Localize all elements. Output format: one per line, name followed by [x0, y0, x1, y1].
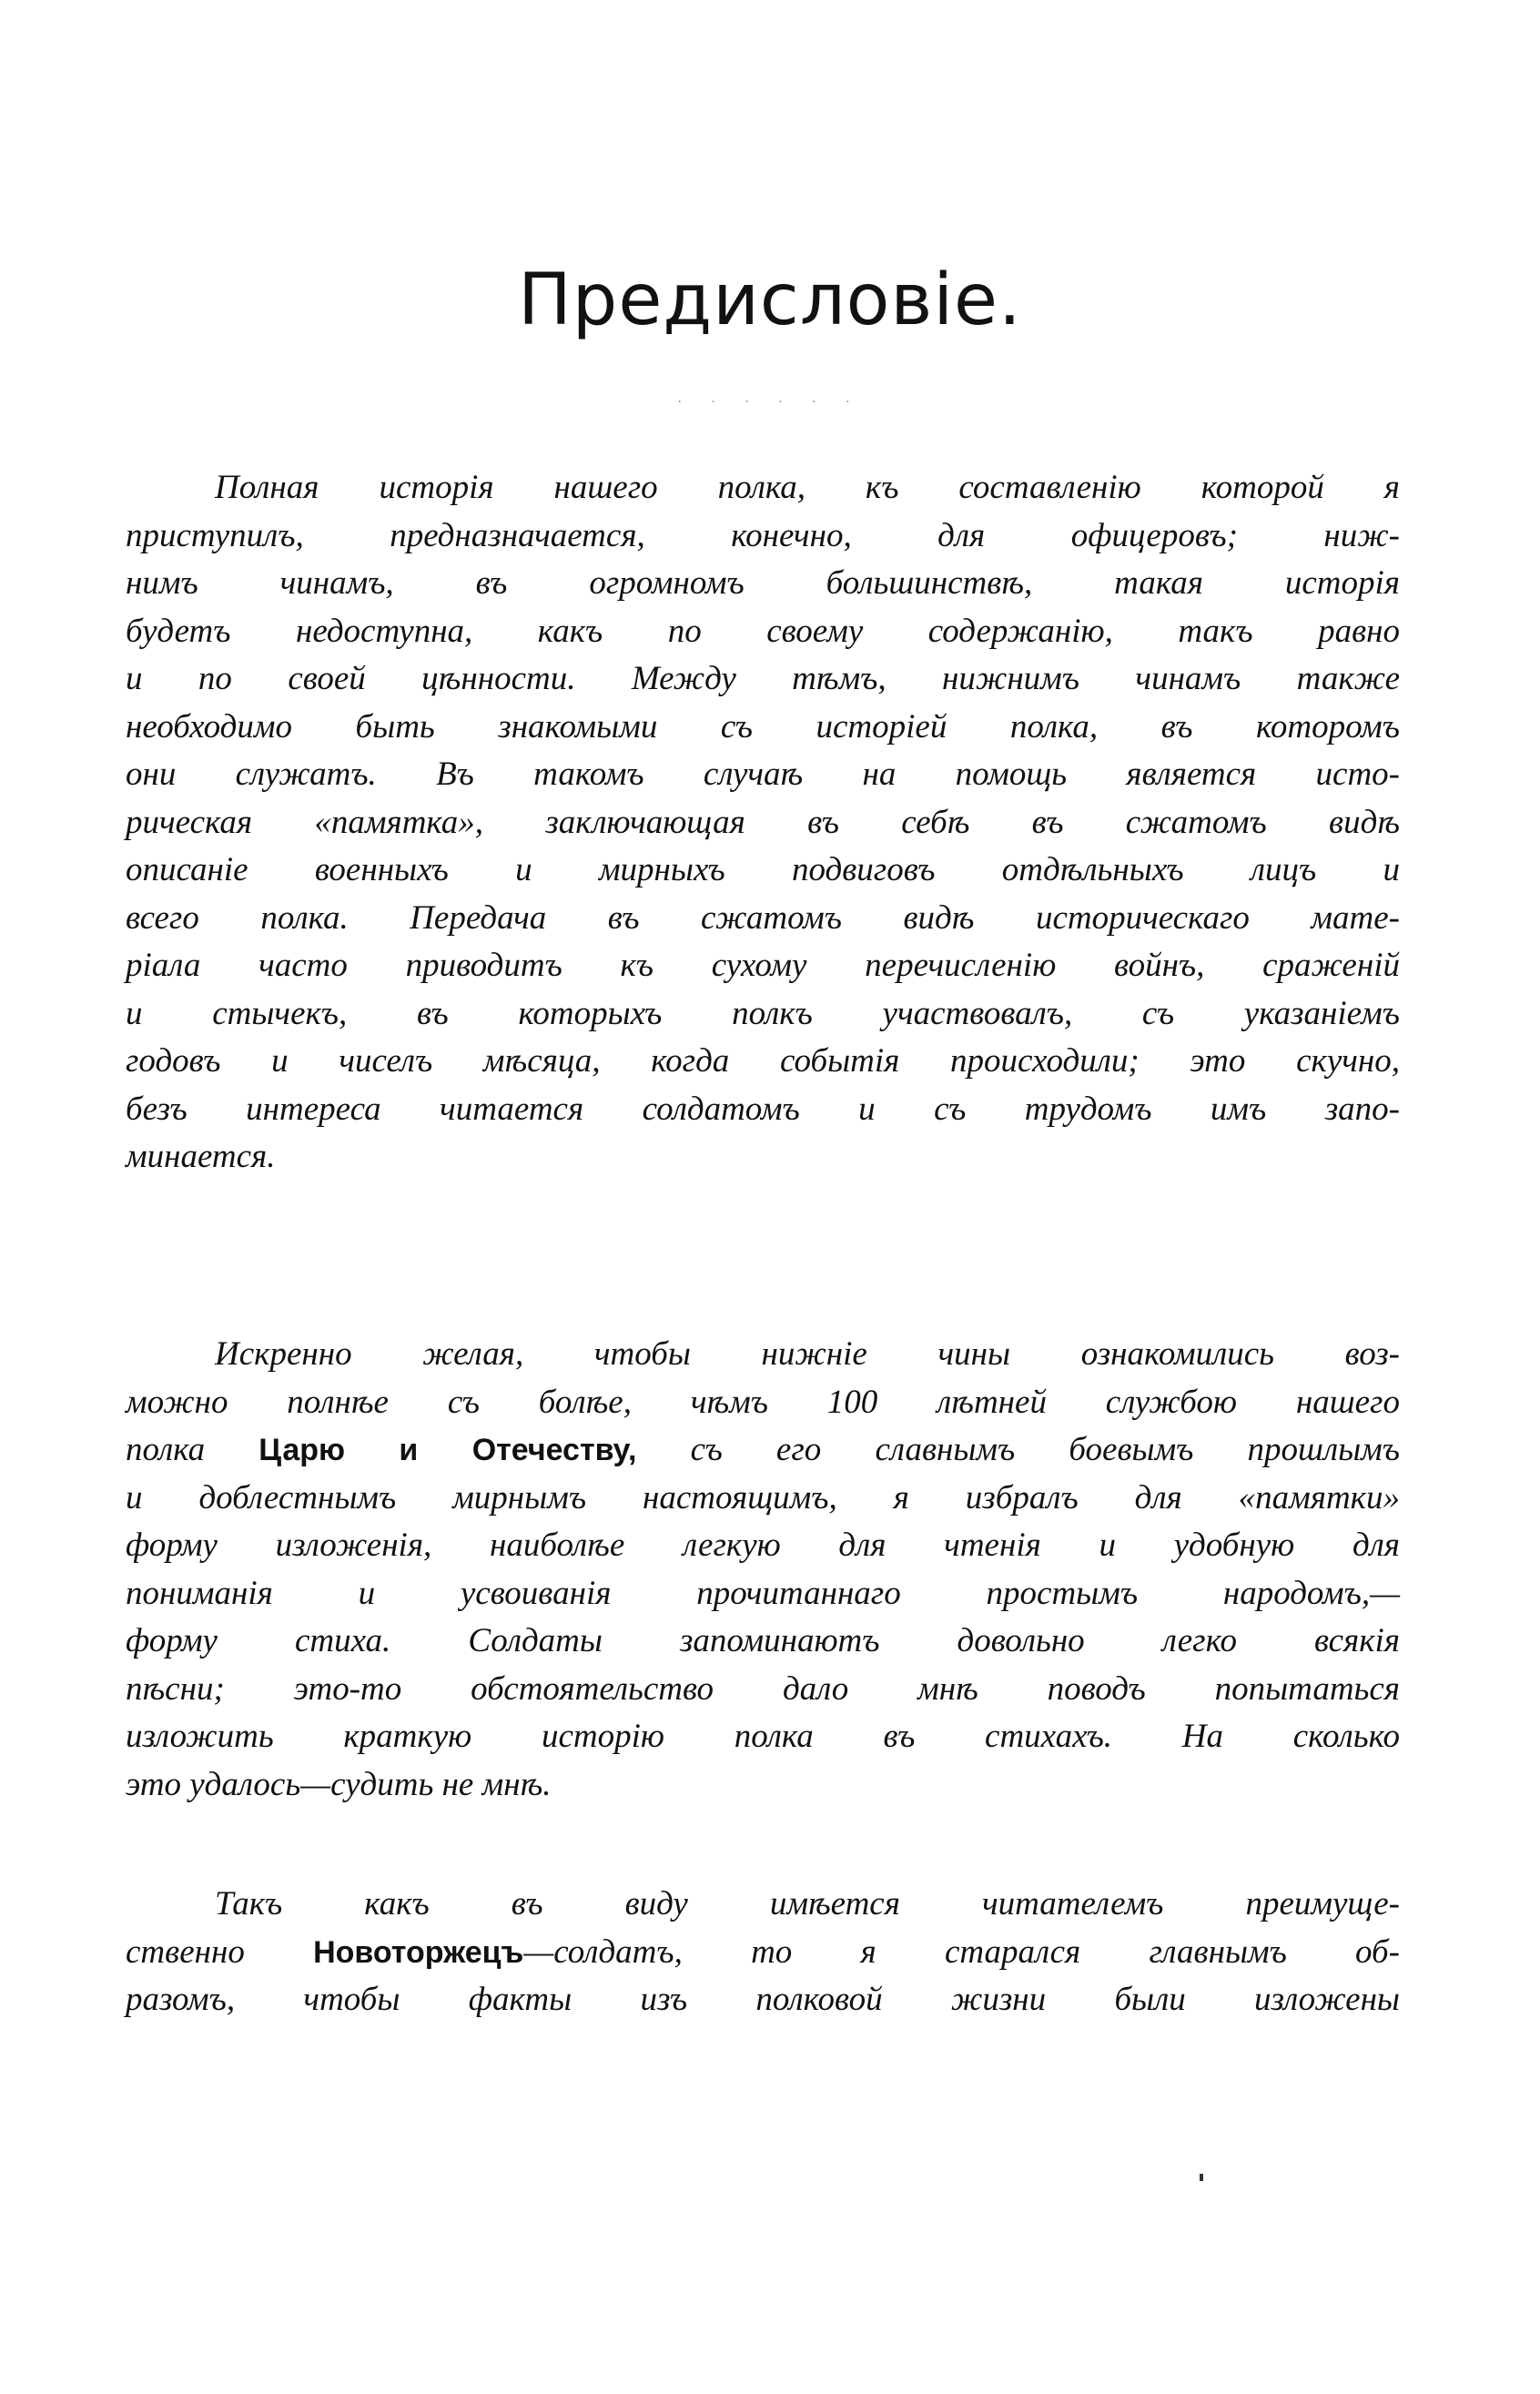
text-line: рическая «памятка», заключающая въ себѣ въ сжатомъ видѣ	[126, 803, 1400, 841]
text-line: нимъ чинамъ, въ огромномъ большинствѣ, такая исторія	[126, 564, 1400, 602]
text-line: это удалось—судить не мнѣ.	[126, 1765, 552, 1803]
text-run: —солдатъ, то я старался главнымъ об-	[523, 1932, 1400, 1971]
text-line: Такъ какъ въ виду имѣется читателемъ преимуще-	[215, 1885, 1400, 1922]
bold-emphasis: Новоторжецъ	[313, 1934, 524, 1970]
text-line: описаніе военныхъ и мирныхъ подвиговъ отдѣльныхъ лицъ и	[126, 851, 1400, 888]
text-line: форму изложенія, наиболѣе легкую для чтенія и удобную для	[126, 1527, 1400, 1564]
paragraph-2	[126, 1331, 1400, 1809]
text-line	[126, 1426, 1400, 1475]
text-line: и стычекъ, въ которыхъ полкъ участвовалъ, съ указаніемъ	[126, 994, 1400, 1032]
text-line	[126, 1929, 1400, 1977]
text-line: всего полка. Передача въ сжатомъ видѣ историческаго мате-	[126, 898, 1400, 937]
text-line: необходимо быть знакомыми съ исторіей полка, въ которомъ	[126, 707, 1400, 746]
text-line: разомъ, чтобы факты изъ полковой жизни были изложены	[126, 1981, 1400, 2018]
text-run: съ его славнымъ боевымъ прошлымъ	[636, 1431, 1400, 1468]
text-run: полка	[126, 1431, 259, 1468]
text-line: форму стиха. Солдаты запоминаютъ довольно легко всякія	[126, 1622, 1400, 1659]
title-separator: . . . . . .	[677, 391, 863, 406]
text-line: пѣсни; это-то обстоятельство дало мнѣ поводъ попытаться	[126, 1669, 1400, 1708]
text-line: приступилъ, предназначается, конечно, для офицеровъ; ниж-	[126, 516, 1400, 554]
text-line: и доблестнымъ мирнымъ настоящимъ, я избралъ для «памятки»	[126, 1478, 1400, 1517]
text-line: можно полнѣе съ болѣе, чѣмъ 100 лѣтней службою нашего	[126, 1383, 1400, 1421]
text-line: ріала часто приводитъ къ сухому перечисленію войнъ, сраженій	[126, 947, 1400, 984]
page-title: Предисловіе.	[518, 259, 1022, 341]
text-line: Полная исторія нашего полка, къ составленію которой я	[215, 469, 1400, 506]
bold-emphasis: Царю и Отечеству,	[258, 1433, 637, 1467]
text-line: годовъ и чиселъ мѣсяца, когда событія происходили; это скучно,	[126, 1042, 1400, 1080]
text-line: будетъ недоступна, какъ по своему содержанію, такъ равно	[126, 612, 1400, 650]
text-line: безъ интереса читается солдатомъ и съ трудомъ имъ запо-	[126, 1090, 1400, 1128]
text-line: и по своей цѣнности. Между тѣмъ, нижнимъ чинамъ также	[126, 660, 1400, 697]
text-line: пониманія и усвоиванія прочитаннаго простымъ народомъ,—	[126, 1574, 1400, 1612]
paragraph-3	[126, 1881, 1400, 2024]
scan-speck	[1200, 2174, 1203, 2181]
text-run: ственно	[126, 1932, 314, 1971]
text-line: они служатъ. Въ такомъ случаѣ на помощь является исто-	[126, 756, 1400, 793]
paragraph-1	[126, 464, 1400, 1182]
text-line: Искренно желая, чтобы нижніе чины ознакомились воз-	[215, 1335, 1400, 1373]
text-line: изложить краткую исторію полка въ стихахъ. На сколько	[126, 1718, 1400, 1755]
text-line: минается.	[126, 1138, 276, 1175]
